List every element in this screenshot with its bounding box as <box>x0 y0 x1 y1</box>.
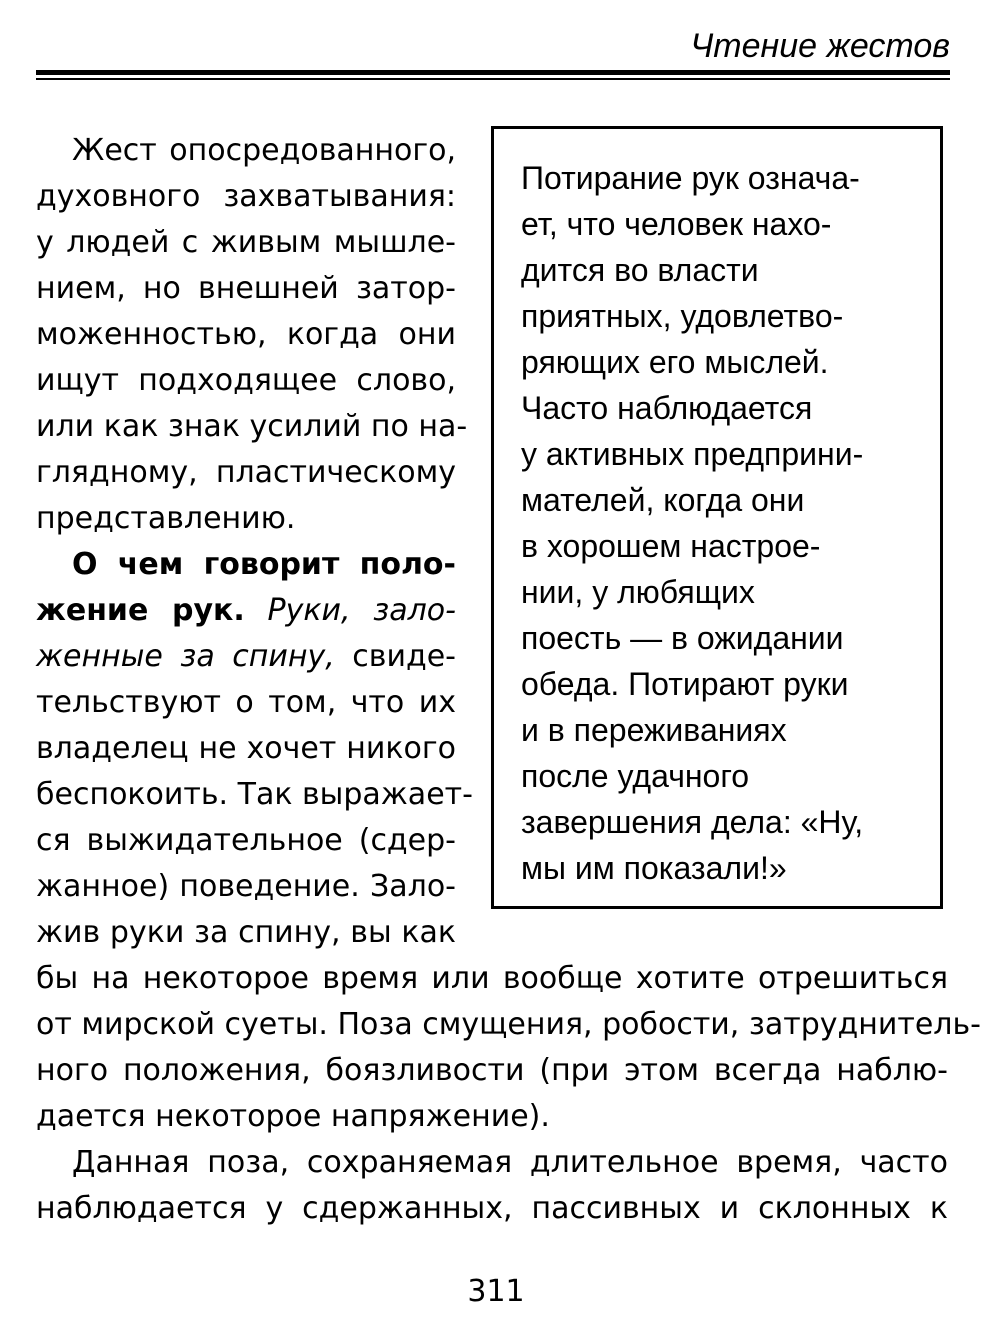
text-line: Данная поза, сохраняемая длительное время, часто <box>72 1145 948 1180</box>
sidebar-line: дится во власти <box>521 252 759 288</box>
section-heading-end: жение рук. <box>36 593 245 628</box>
text-line: жанное) поведение. Зало- <box>36 869 456 904</box>
sidebar-line: и в переживаниях <box>521 712 787 748</box>
section-heading: О чем говорит поло- <box>72 547 456 582</box>
sidebar-line: ряющих его мыслей. <box>521 344 829 380</box>
sidebar-line: мателей, когда они <box>521 482 805 518</box>
text-line: жив руки за спину, вы как <box>36 915 456 950</box>
sidebar-line: в хорошем настрое- <box>521 528 821 564</box>
text-line: владелец не хочет никого <box>36 731 456 766</box>
text-line: моженностью, когда они <box>36 317 456 352</box>
text-line: от мирской суеты. Поза смущения, робости, затруднитель- <box>36 1007 981 1042</box>
sidebar-line: ет, что человек нахо- <box>521 206 832 242</box>
header-rule-thin <box>36 78 950 80</box>
text-line: ищут подходящее слово, <box>36 363 456 398</box>
text-line: у людей с живым мышле- <box>36 225 456 260</box>
text-line: ся выжидательное (сдер- <box>36 823 456 858</box>
text-line: глядному, пластическому <box>36 455 456 490</box>
text-line: наблюдается у сдержанных, пассивных и склонных к <box>36 1191 948 1226</box>
header-rule-thick <box>36 70 950 75</box>
text-line: тельствуют о том, что их <box>36 685 456 720</box>
sidebar-line: Часто наблюдается <box>521 390 813 426</box>
page-number: 311 <box>467 1274 525 1309</box>
section-heading-line <box>36 588 456 634</box>
text-line: дается некоторое напряжение). <box>36 1099 550 1134</box>
text-line: бы на некоторое время или вообще хотите отрешиться <box>36 961 948 996</box>
text-line: представлению. <box>36 501 296 536</box>
running-header: Чтение жестов <box>690 27 950 65</box>
text-span: свиде- <box>352 639 456 674</box>
sidebar-line: приятных, удовлетво- <box>521 298 844 334</box>
sidebar-line: после удачного <box>521 758 750 794</box>
italic-phrase: Руки, зало- <box>267 593 456 628</box>
sidebar-line: мы им показали!» <box>521 850 787 886</box>
text-line: Жест опосредованного, <box>72 133 456 168</box>
text-line <box>36 634 456 680</box>
italic-phrase: женные за спину, <box>36 639 335 674</box>
text-line: ного положения, боязливости (при этом всегда наблю- <box>36 1053 948 1088</box>
text-line: беспокоить. Так выражает- <box>36 777 473 812</box>
sidebar-line: у активных предприни- <box>521 436 864 472</box>
text-line: духовного захватывания: <box>36 179 456 214</box>
text-line: нием, но внешней затор- <box>36 271 456 306</box>
sidebar-line: нии, у любящих <box>521 574 755 610</box>
sidebar-line: поесть — в ожидании <box>521 620 844 656</box>
text-line: или как знак усилий по на- <box>36 409 468 444</box>
sidebar-box <box>491 126 943 909</box>
sidebar-line: Потирание рук означа- <box>521 160 860 196</box>
sidebar-line: обеда. Потирают руки <box>521 666 849 702</box>
sidebar-line: завершения дела: «Ну, <box>521 804 864 840</box>
